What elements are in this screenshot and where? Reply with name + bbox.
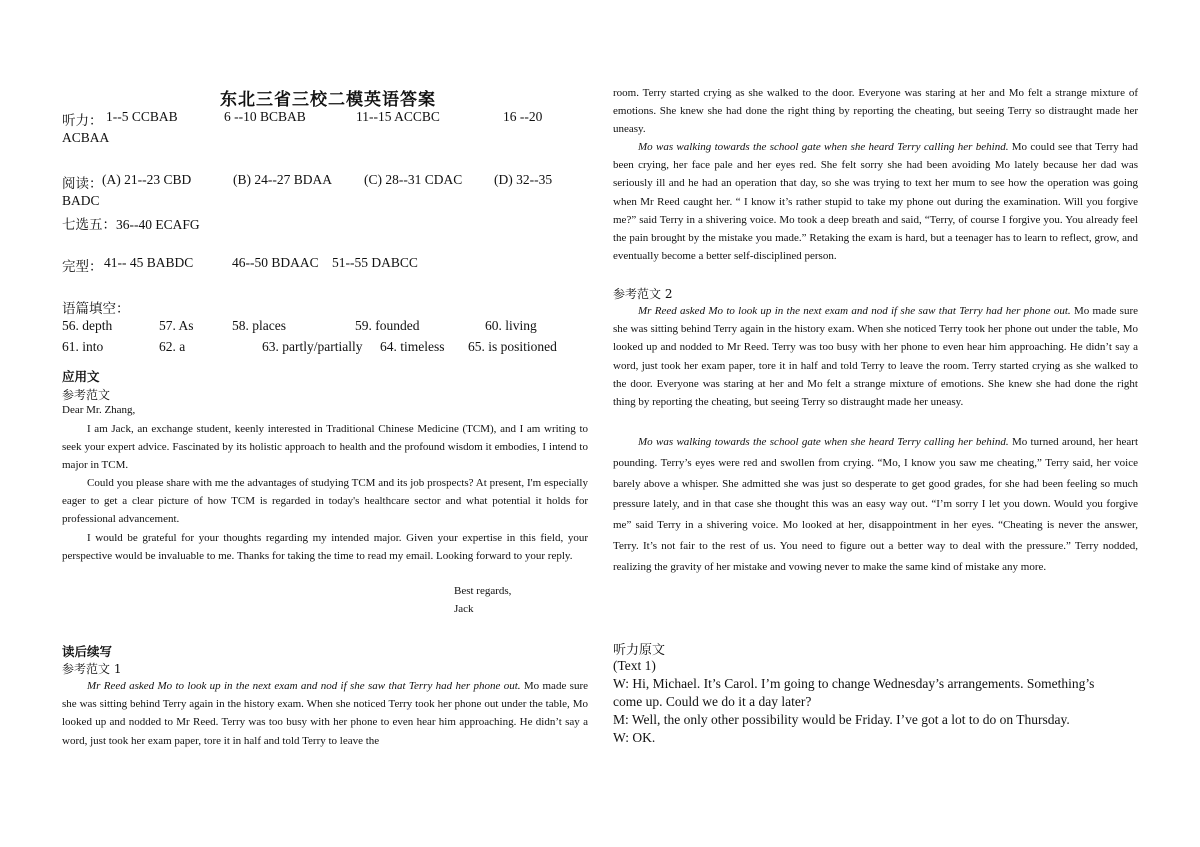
grammar-item: 60. living bbox=[485, 318, 537, 333]
grammar-item: 56. depth bbox=[62, 318, 113, 333]
listening-group-3: 11--15 ACCBC bbox=[356, 109, 440, 124]
listening-label: 听力： bbox=[62, 113, 103, 128]
grammar-item: 65. is positioned bbox=[468, 339, 557, 354]
cloze-group-2: 46--50 BDAAC bbox=[232, 255, 319, 270]
transcript-line: come up. Could we do it a day later? bbox=[613, 694, 812, 709]
reading-d: (D) 32--35 bbox=[494, 172, 553, 187]
continuation-ref1-label: 参考范文 1 bbox=[62, 662, 122, 676]
grammar-item: 63. partly/partially bbox=[262, 339, 363, 354]
letter-greeting: Dear Mr. Zhang, bbox=[62, 404, 136, 416]
letter-signature: Jack bbox=[454, 603, 474, 615]
letter-paragraph-1: I am Jack, an exchange student, keenly interested in Traditional Chinese Medicine (TCM), and I am writing to seek your expert advice. Fascinated by its holistic approach to health and the profound wisdom it embodies, I intend to major in TCM. bbox=[62, 423, 588, 472]
grammar-item: 58. places bbox=[232, 318, 286, 333]
ref2-paragraph-1-text: Mo made sure she was sitting behind Terry again in the history exam. When she noticed Terry took her phone out under the table, Mo looked up and nodded to Mr Reed. Terry was too busy with her phone to even hear him approaching. He didn’t say a word, just took her exam paper, tore it in half and told Terry to leave the room. Terry started crying as she walked to the door. Everyone was staring at her and Mo felt a strange mixture of emotions. She knew she had done the right thing by reporting the cheating, but seeing Terry so distraught made her uneasy. bbox=[613, 305, 1138, 409]
grammar-item: 64. timeless bbox=[380, 339, 445, 354]
continuation-ref2-paragraph-1 bbox=[613, 302, 1138, 411]
listening-group-2: 6 --10 BCBAB bbox=[224, 109, 306, 124]
reading-b: (B) 24--27 BDAA bbox=[233, 172, 332, 187]
ref1-second-opening: Mo was walking towards the school gate when she heard Terry calling her behind. bbox=[638, 141, 1009, 153]
cloze-group-3: 51--55 DABCC bbox=[332, 255, 418, 270]
continuation-heading: 读后续写 bbox=[62, 644, 113, 659]
ref2-second-opening: Mo was walking towards the school gate when she heard Terry calling her behind. bbox=[638, 436, 1009, 448]
letter-closing: Best regards, bbox=[454, 585, 512, 597]
listening-group-4b: ACBAA bbox=[62, 130, 110, 145]
ref1-opening-sentence: Mr Reed asked Mo to look up in the next exam and nod if she saw that Terry had her phone out. bbox=[87, 680, 521, 692]
transcript-line: W: Hi, Michael. It’s Carol. I’m going to change Wednesday’s arrangements. Something’s bbox=[613, 676, 1095, 691]
transcript-label: 听力原文 bbox=[613, 643, 666, 658]
application-heading: 应用文 bbox=[62, 369, 100, 384]
grammar-label: 语篇填空： bbox=[62, 301, 130, 316]
continuation-ref1-paragraph-1 bbox=[62, 677, 588, 750]
continuation-ref2-paragraph-2 bbox=[613, 432, 1138, 578]
listening-group-1: 1--5 CCBAB bbox=[106, 109, 178, 124]
transcript-line: W: OK. bbox=[613, 730, 656, 745]
reading-db: BADC bbox=[62, 193, 100, 208]
reading-label: 阅读： bbox=[62, 176, 103, 191]
application-ref-label: 参考范文 bbox=[62, 388, 111, 402]
continuation-ref1-paragraph-2 bbox=[613, 138, 1138, 265]
ref2-paragraph-2-text: Mo turned around, her heart pounding. Terry’s eyes were red and swollen from crying. “Mo, I know you saw me cheating,” Terry said, her voice barely above a whisper. She admitted she was just so desperate to get good grades, for she had been feeling so much pressure lately, and in that case she thought this was an easy way out. “I’m sorry I let you down. Would you forgive me” said Terry in a shivering voice. Mo looked at her, disappointment in her eyes. “Cheating is never the answer, Terry. It’s not fair to the rest of us. You need to figure out a better way to deal with the pressure.” Terry nodded, realizing the gravity of her mistake and vowing never to make the same kind of mistake any more. bbox=[613, 436, 1138, 573]
ref1-paragraph-1-text: Mo made sure she was sitting behind Terry again in the history exam. When she noticed Terry took her phone out under the table, Mo looked up and nodded to Mr Reed. Terry was too busy with her phone to even hear him approaching. He didn’t say a word, just took her exam paper, tore it in half and told Terry to leave the bbox=[62, 680, 588, 747]
reading-a: (A) 21--23 CBD bbox=[102, 172, 192, 187]
ref1-paragraph-2-text: Mo could see that Terry had been crying, her face pale and her eyes red. She felt sorry she had been avoiding Mo lately because her dad was seriously ill and he had an operation that day, so she was trying to text her mum to see how the operation was going when Mr Reed caught her. “ I know it’s rather stupid to take my phone out during the examination. Will you forgive me?” said Terry in a shivering voice. Mo took a deep breath and said, “Terry, of course I forgive you. You already feel the pain brought by the mistake you made.” Retaking the exam is hard, but a teenager has to learn to reflect, grow, and eventually become a better self-disciplined person. bbox=[613, 141, 1138, 263]
listening-group-4: 16 --20 bbox=[503, 109, 543, 124]
seven-answers: 七选五：36--40 ECAFG bbox=[62, 217, 200, 232]
grammar-item: 61. into bbox=[62, 339, 104, 354]
transcript-text-label: (Text 1) bbox=[613, 658, 656, 673]
continuation-ref2-label: 参考范文 2 bbox=[613, 287, 673, 301]
grammar-item: 62. a bbox=[159, 339, 186, 354]
cloze-group-1: 41-- 45 BABDC bbox=[104, 255, 194, 270]
reading-c: (C) 28--31 CDAC bbox=[364, 172, 463, 187]
letter-paragraph-3: I would be grateful for your thoughts regarding my intended major. Given your expertise in this field, your perspective would be invaluable to me. Thanks for taking the time to read my email. Looking forward to your reply. bbox=[62, 532, 588, 563]
transcript-line: M: Well, the only other possibility would be Friday. I’ve got a lot to do on Thursday. bbox=[613, 712, 1070, 727]
grammar-item: 59. founded bbox=[355, 318, 420, 333]
ref2-opening-sentence: Mr Reed asked Mo to look up in the next exam and nod if she saw that Terry had her phone out. bbox=[638, 305, 1071, 317]
cloze-label: 完型： bbox=[62, 259, 103, 274]
grammar-item: 57. As bbox=[159, 318, 194, 333]
page-title: 东北三省三校二模英语答案 bbox=[220, 90, 436, 110]
letter-paragraph-2: Could you please share with me the advantages of studying TCM and its job prospects? At present, I'm especially eager to get a clear picture of how TCM is regarded in today's healthcare sector and what potential it holds for professional advancement. bbox=[62, 477, 588, 526]
continuation-ref1-paragraph-1-cont: room. Terry started crying as she walked to the door. Everyone was staring at her and Mo felt a strange mixture of emotions. She knew she had done the right thing by reporting the cheating, but seeing Terry so distraught made her uneasy. bbox=[613, 87, 1138, 136]
